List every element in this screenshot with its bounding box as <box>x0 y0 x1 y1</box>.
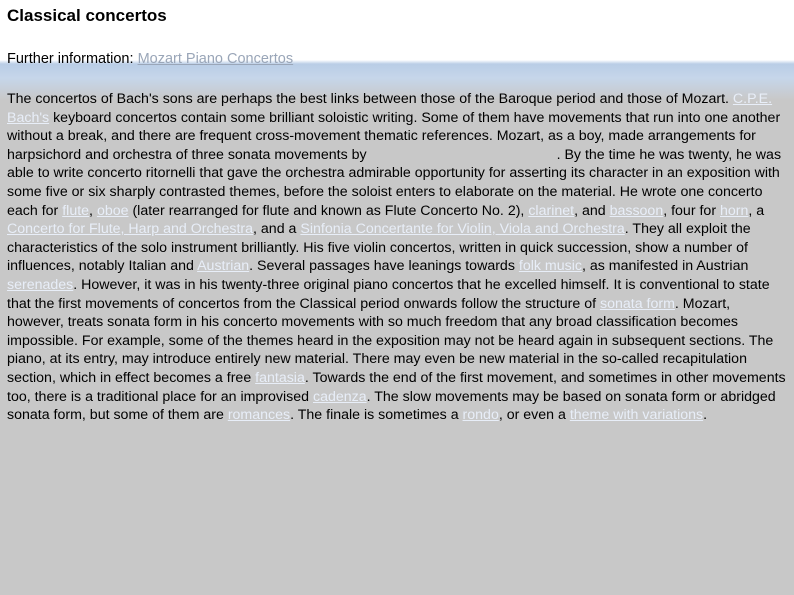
link-horn[interactable]: horn <box>720 202 749 219</box>
body-text: . Mozart, however, treats sonata form in his concerto movements with so much freedom that any broad classification becomes impossible. For example, some of the themes heard in the exposition may not be heard again in subsequent sections. The piano, at its entry, may introduce entirely new material. There may even be new material in the so-called recapitulation section, which in effect becomes a free <box>7 295 774 386</box>
body-text: , four for <box>663 202 720 219</box>
link-cadenza[interactable]: cadenza <box>312 388 367 405</box>
body-text: . The finale is sometimes a <box>290 407 463 424</box>
body-text: (later rearranged for flute and known as Flute Concerto No. 2), <box>128 202 529 219</box>
body-text: , <box>89 202 97 219</box>
body-text: . Several passages have leanings towards <box>249 258 519 275</box>
body-text: . Towards the end of the first movement, and sometimes in other movements too, there is a traditional place for an improvised <box>7 369 786 405</box>
link-cpe-bach[interactable]: C.P.E. Bach's <box>7 91 773 126</box>
body-text: , or even a <box>498 407 570 424</box>
body-text: . They all exploit the characteristics of the solo instrument brilliantly. His five violin concertos, written in quick succession, show a number of influences, notably Italian and <box>7 221 751 275</box>
link-serenades[interactable]: serenades <box>7 276 74 293</box>
link-oboe[interactable]: oboe <box>96 202 129 219</box>
body-text: , as manifested in Austrian <box>581 258 749 275</box>
body-text: keyboard concertos contain some brilliant soloistic writing. Some of them have movements that run into one another without a break, and there are frequent cross-movement thematic references. Mozart, as a boy, made arrangements for harpsichord and orchestra of three sonata movements by <box>7 109 781 163</box>
link-bassoon[interactable]: bassoon <box>609 202 664 219</box>
link-concerto-flute-harp[interactable]: Concerto for Flute, Harp and Orchestra <box>7 221 254 238</box>
link-austrian[interactable]: Austrian <box>197 258 250 275</box>
body-paragraph <box>7 90 789 425</box>
link-mozart-piano-concertos[interactable]: Mozart Piano Concertos <box>137 51 294 67</box>
body-text: , a <box>748 202 765 219</box>
link-sonata-form[interactable]: sonata form <box>599 295 675 312</box>
link-rondo[interactable]: rondo <box>462 407 499 424</box>
further-information <box>7 50 293 68</box>
body-text: . <box>703 407 708 424</box>
link-theme-with-variations[interactable]: theme with variations <box>569 407 704 424</box>
body-text: . By the time he was twenty, he was able to write concerto ritornelli that gave the orchestra admirable opportunity for asserting its character in an exposition with some five or six sharply contrasted themes, before the soloist enters to elaborate on the material. He wrote one concerto each for <box>7 146 782 219</box>
body-text: , and a <box>253 221 301 238</box>
body-text: . The slow movements may be based on sonata form or abridged sonata form, but some of them are <box>7 388 776 424</box>
link-romances[interactable]: romances <box>227 407 291 424</box>
link-fantasia[interactable]: fantasia <box>255 369 305 386</box>
link-folk-music[interactable]: folk music <box>518 258 582 275</box>
link-sinfonia-concertante[interactable]: Sinfonia Concertante for Violin, Viola and Orchestra <box>300 221 625 238</box>
link-clarinet[interactable]: clarinet <box>528 202 575 219</box>
further-prefix: Further information: <box>7 51 138 67</box>
link-flute[interactable]: flute <box>62 202 90 219</box>
body-text: . However, it was in his twenty-three original piano concertos that he excelled himself. It is conventional to state that the first movements of concertos from the Classical period onwards follow the structure of <box>7 276 770 312</box>
page-title: Classical concertos <box>7 6 167 25</box>
body-text: , and <box>574 202 610 219</box>
body-text: The concertos of Bach's sons are perhaps the best links between those of the Baroque period and those of Mozart. <box>7 91 733 107</box>
